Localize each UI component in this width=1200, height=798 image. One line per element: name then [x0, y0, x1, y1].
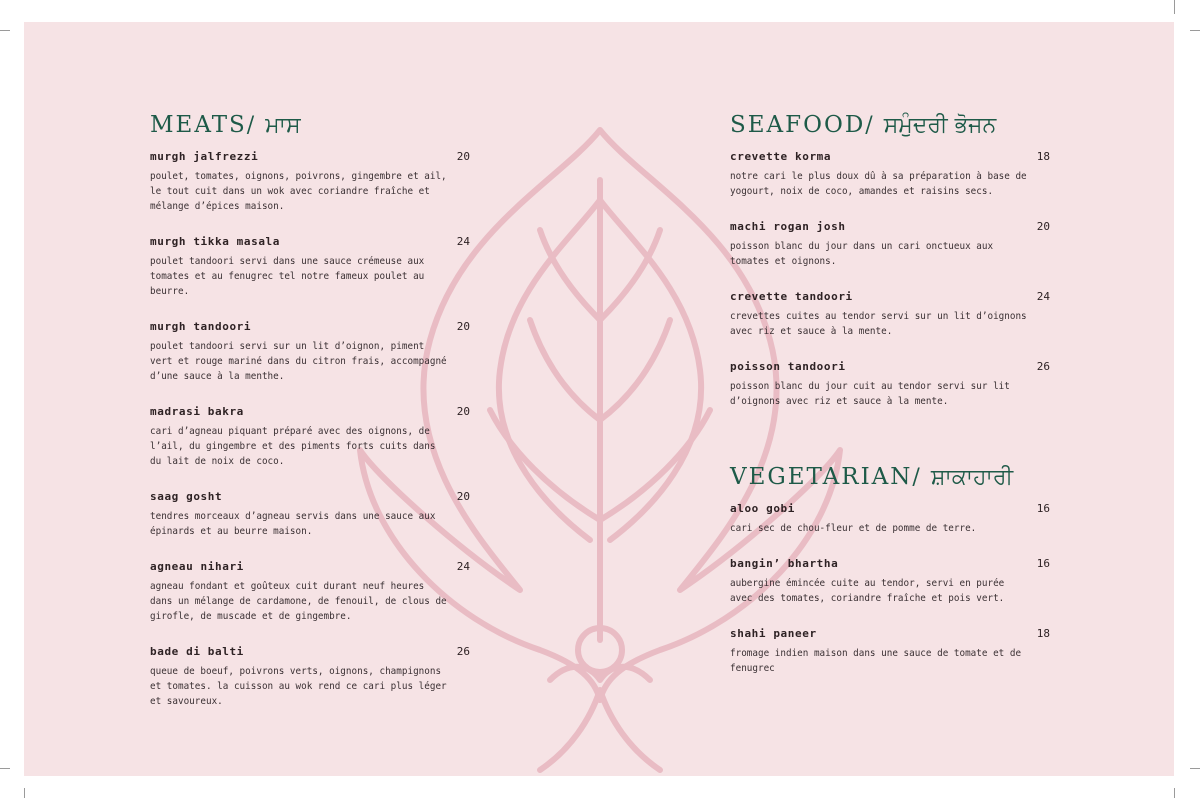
- item-description: fromage indien maison dans une sauce de tomate et de fenugrec: [730, 648, 1022, 674]
- item-price: 20: [456, 490, 470, 503]
- item-name: madrasi bakra: [150, 405, 244, 418]
- item-description: cari sec de chou-fleur et de pomme de terre.: [730, 523, 977, 534]
- item-name: agneau nihari: [150, 560, 244, 573]
- item-price: 16: [1036, 557, 1050, 570]
- menu-item: [730, 290, 1050, 339]
- item-price: 26: [456, 645, 470, 658]
- item-name: murgh tikka masala: [150, 235, 281, 248]
- item-description: tendres morceaux d’agneau servis dans une sauce aux épinards et au beurre maison.: [150, 511, 436, 537]
- section-title-meats: [150, 112, 470, 138]
- menu-item: [150, 645, 470, 709]
- crop-mark: [1190, 30, 1200, 31]
- item-name: shahi paneer: [730, 627, 817, 640]
- menu-item: [730, 360, 1050, 409]
- crop-mark: [24, 788, 25, 798]
- item-description: poulet, tomates, oignons, poivrons, gingembre et ail, le tout cuit dans un wok avec coriandre fraîche et mélange d’épices maison.: [150, 171, 447, 212]
- menu-item: [730, 150, 1050, 199]
- title-slash: /: [865, 113, 884, 138]
- item-name: aloo gobi: [730, 502, 796, 515]
- item-description: poulet tandoori servi dans une sauce crémeuse aux tomates et au fenugrec tel notre fameux poulet au beurre.: [150, 256, 425, 297]
- crop-mark: [1174, 0, 1175, 14]
- item-price: 20: [456, 150, 470, 163]
- menu-item: [730, 220, 1050, 269]
- item-name: bangin’ bhartha: [730, 557, 839, 570]
- vegetarian-title-local: ਸ਼ਾਕਾਹਾਰੀ: [930, 465, 1014, 490]
- crop-mark: [0, 30, 10, 31]
- item-price: 20: [1036, 220, 1050, 233]
- menu-item: [150, 560, 470, 624]
- section-title-seafood: [730, 112, 1050, 138]
- item-price: 26: [1036, 360, 1050, 373]
- vegetarian-section: [730, 464, 1050, 697]
- item-description: cari d’agneau piquant préparé avec des oignons, de l’ail, du gingembre et des piments forts cuits dans du lait de noix de coco.: [150, 426, 436, 467]
- item-description: crevettes cuites au tendor servi sur un lit d’oignons avec riz et sauce à la mente.: [730, 311, 1027, 337]
- item-price: 16: [1036, 502, 1050, 515]
- item-price: 20: [456, 320, 470, 333]
- item-name: saag gosht: [150, 490, 223, 503]
- item-price: 18: [1036, 150, 1050, 163]
- item-price: 20: [456, 405, 470, 418]
- item-name: murgh jalfrezzi: [150, 150, 259, 163]
- menu-item: [730, 627, 1050, 676]
- section-title-vegetarian: [730, 464, 1050, 490]
- item-description: poisson blanc du jour dans un cari onctueux aux tomates et oignons.: [730, 241, 994, 267]
- menu-item: [150, 150, 470, 214]
- seafood-section: [730, 112, 1050, 430]
- item-description: queue de boeuf, poivrons verts, oignons, champignons et tomates. la cuisson au wok rend ce cari plus léger et savoureux.: [150, 666, 447, 707]
- item-name: crevette korma: [730, 150, 832, 163]
- item-description: notre cari le plus doux dû à sa préparation à base de yogourt, noix de coco, amandes et raisins secs.: [730, 171, 1027, 197]
- menu-item: [730, 557, 1050, 606]
- title-slash: /: [246, 113, 266, 138]
- item-name: crevette tandoori: [730, 290, 853, 303]
- seafood-title: SEAFOOD: [730, 112, 866, 138]
- meats-title-local: ਮਾਸ: [265, 113, 301, 138]
- meats-section: [150, 112, 470, 730]
- crop-mark: [1190, 768, 1200, 769]
- item-description: aubergine émincée cuite au tendor, servi en purée avec des tomates, coriandre fraîche et pois vert.: [730, 578, 1005, 604]
- item-name: murgh tandoori: [150, 320, 252, 333]
- item-description: poisson blanc du jour cuit au tendor servi sur lit d’oignons avec riz et sauce à la mente.: [730, 381, 1010, 407]
- seafood-title-local: ਸਮੁੰਦਰੀ ਭੋਜਨ: [883, 113, 997, 138]
- item-price: 18: [1036, 627, 1050, 640]
- menu-item: [150, 490, 470, 539]
- menu-item: [150, 405, 470, 469]
- item-price: 24: [456, 235, 470, 248]
- menu-item: [150, 235, 470, 299]
- meats-title: MEATS: [150, 112, 247, 138]
- menu-item: [730, 502, 1050, 536]
- item-description: agneau fondant et goûteux cuit durant neuf heures dans un mélange de cardamone, de fenouil, de clous de girofle, de muscade et de gingembre.: [150, 581, 447, 622]
- crop-mark: [1174, 788, 1175, 798]
- item-price: 24: [1036, 290, 1050, 303]
- vegetarian-title: VEGETARIAN: [730, 464, 913, 490]
- item-description: poulet tandoori servi sur un lit d’oignon, piment vert et rouge mariné dans du citron frais, accompagné d’une sauce à la menthe.: [150, 341, 447, 382]
- title-slash: /: [912, 465, 931, 490]
- item-name: machi rogan josh: [730, 220, 846, 233]
- item-name: poisson tandoori: [730, 360, 846, 373]
- menu-item: [150, 320, 470, 384]
- item-name: bade di balti: [150, 645, 244, 658]
- item-price: 24: [456, 560, 470, 573]
- crop-mark: [0, 768, 10, 769]
